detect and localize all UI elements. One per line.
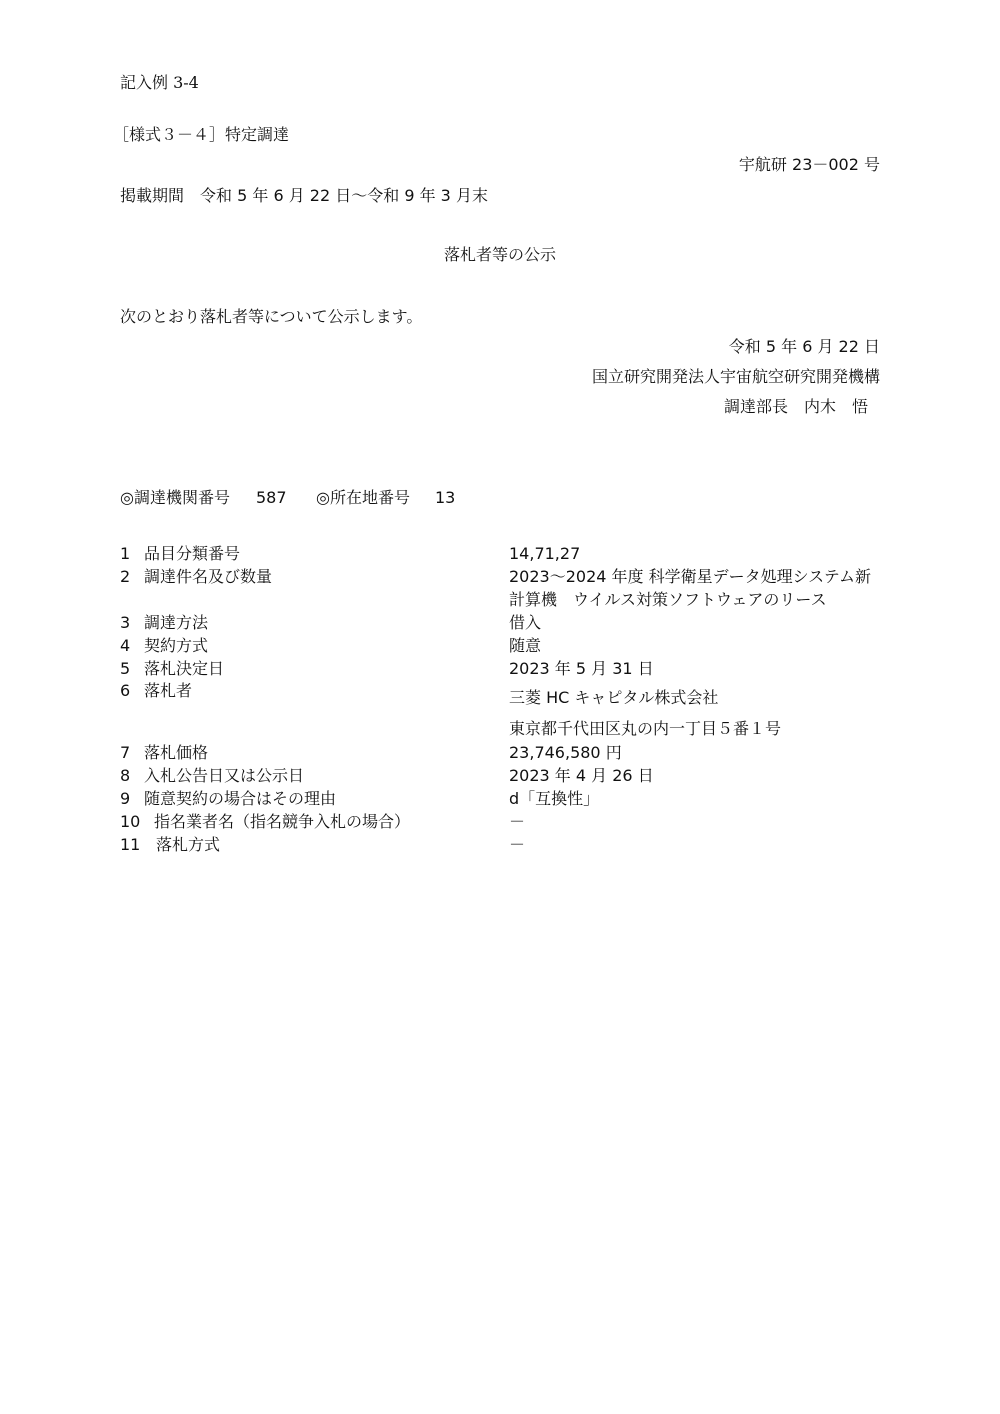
- item-value: －: [509, 835, 526, 854]
- item-label: 随意契約の場合はその理由: [144, 789, 337, 808]
- item-value: 23,746,580 円: [509, 743, 622, 762]
- item-label: 落札方式: [156, 835, 221, 854]
- example-label: 記入例 3-4: [120, 73, 199, 92]
- list-item: [0, 680, 1000, 707]
- list-item: [0, 834, 1000, 856]
- list-item-continuation: [0, 589, 1000, 611]
- posting-period: 掲載期間 令和 5 年 6 月 22 日～令和 9 年 3 月末: [120, 186, 488, 205]
- list-item: [0, 635, 1000, 657]
- list-item: [0, 788, 1000, 810]
- item-label: 入札公告日又は公示日: [144, 766, 305, 785]
- item-label: 指名業者名（指名競争入札の場合）: [154, 812, 411, 831]
- item-value: －: [509, 812, 526, 831]
- agency-code-value: 587: [256, 488, 287, 507]
- item-value-line2: 東京都千代田区丸の内一丁目５番１号: [509, 719, 782, 738]
- item-number: 3: [120, 613, 131, 632]
- item-value-line2: 計算機 ウイルス対策ソフトウェアのリース: [509, 590, 827, 609]
- item-label: 落札価格: [144, 743, 209, 762]
- item-number: 6: [120, 681, 131, 700]
- agency-code-label: ◎調達機関番号: [120, 488, 230, 507]
- issue-date: 令和 5 年 6 月 22 日: [728, 337, 880, 356]
- item-number: 9: [120, 789, 131, 808]
- list-item: [0, 658, 1000, 680]
- list-item: [0, 612, 1000, 634]
- item-value: 随意: [509, 636, 542, 655]
- item-label: 落札者: [144, 681, 193, 700]
- item-label: 調達件名及び数量: [144, 567, 273, 586]
- location-code-value: 13: [435, 488, 456, 507]
- item-label: 落札決定日: [144, 659, 225, 678]
- item-value: 2023～2024 年度 科学衛星データ処理システム新: [509, 567, 872, 586]
- page-title: 落札者等の公示: [443, 245, 556, 264]
- item-value: 借入: [509, 613, 542, 632]
- item-number: 5: [120, 659, 131, 678]
- list-item: [0, 765, 1000, 787]
- item-value: 14,71,27: [509, 544, 581, 563]
- issuer-official: 調達部長 内木 悟: [724, 397, 869, 416]
- item-number: 2: [120, 567, 131, 586]
- list-item: [0, 811, 1000, 833]
- item-value: 2023 年 5 月 31 日: [509, 659, 654, 678]
- form-title: ［様式３－４］特定調達: [113, 125, 290, 144]
- list-item-continuation: [0, 718, 1000, 740]
- intro-text: 次のとおり落札者等について公示します。: [120, 307, 423, 326]
- item-number: 4: [120, 636, 131, 655]
- item-number: 7: [120, 743, 131, 762]
- item-number: 1: [120, 544, 131, 563]
- item-label: 品目分類番号: [144, 544, 241, 563]
- item-label: 契約方式: [144, 636, 209, 655]
- item-number: 8: [120, 766, 131, 785]
- item-number: 11: [120, 835, 141, 854]
- item-value: d「互換性」: [509, 789, 600, 808]
- issuer-organization: 国立研究開発法人宇宙航空研究開発機構: [591, 367, 880, 386]
- list-item: [0, 742, 1000, 764]
- item-label: 調達方法: [144, 613, 209, 632]
- list-item: [0, 566, 1000, 588]
- item-value: 2023 年 4 月 26 日: [509, 766, 654, 785]
- list-item: [0, 543, 1000, 565]
- location-code-label: ◎所在地番号: [316, 488, 410, 507]
- item-value: 三菱 HC キャピタル株式会社: [509, 688, 719, 707]
- doc-number: 宇航研 23－002 号: [738, 155, 880, 174]
- item-number: 10: [120, 812, 141, 831]
